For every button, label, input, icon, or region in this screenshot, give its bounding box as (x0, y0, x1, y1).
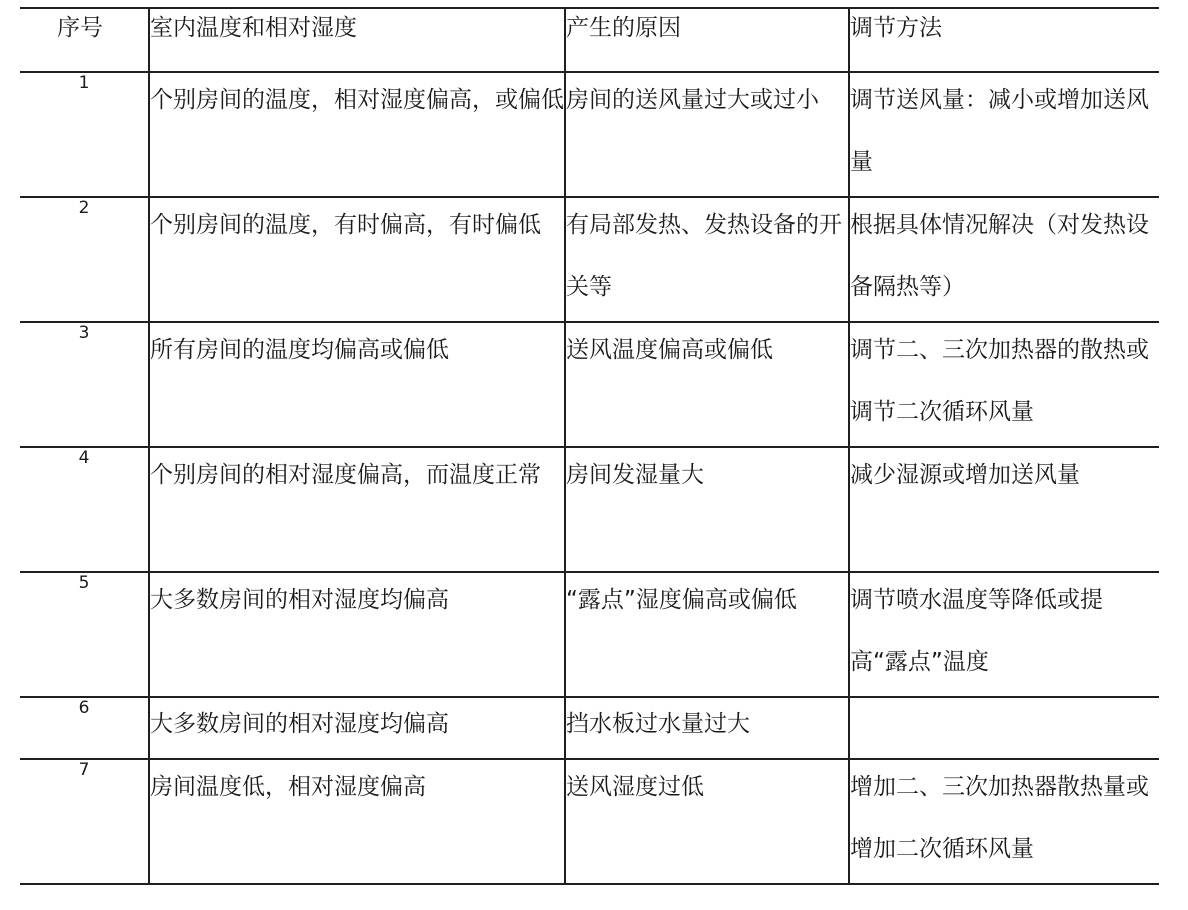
row-number: 3 (20, 322, 149, 447)
cause-cell (565, 572, 849, 697)
header-method: 调节方法 (849, 8, 1159, 72)
method-cell (849, 572, 1159, 697)
condition-cell (149, 697, 565, 759)
row-number: 5 (20, 572, 149, 697)
condition-cell (149, 572, 565, 697)
method-text: 调节二、三次加热器的散热或调节二次循环风量 (850, 337, 1149, 425)
row-number: 7 (20, 759, 149, 884)
row-number: 6 (20, 697, 149, 759)
method-text: 根据具体情况解决（对发热设备隔热等） (850, 212, 1149, 300)
cause-cell (565, 759, 849, 884)
condition-cell (149, 759, 565, 884)
method-cell (849, 447, 1159, 572)
header-serial-number: 序号 (20, 8, 149, 72)
method-text: 调节送风量：减小或增加送风量 (850, 87, 1149, 175)
method-text: 减少湿源或增加送风量 (850, 462, 1080, 488)
condition-text: 大多数房间的相对湿度均偏高 (150, 711, 449, 737)
method-text: 增加二、三次加热器散热量或增加二次循环风量 (850, 774, 1149, 862)
condition-text: 所有房间的温度均偏高或偏低 (150, 337, 449, 363)
table-header-row (20, 8, 1159, 72)
row-number: 4 (20, 447, 149, 572)
table-row (20, 447, 1159, 572)
method-cell (849, 197, 1159, 322)
cause-text: 房间发湿量大 (566, 462, 704, 488)
cause-text: 送风湿度过低 (566, 774, 704, 800)
cause-text: 有局部发热、发热设备的开关等 (566, 212, 842, 300)
header-cause: 产生的原因 (565, 8, 849, 72)
condition-adjustment-table (20, 7, 1159, 885)
row-number: 2 (20, 197, 149, 322)
table-row (20, 697, 1159, 759)
method-cell (849, 697, 1159, 759)
table-row (20, 759, 1159, 884)
condition-text: 个别房间的温度，有时偏高，有时偏低 (150, 212, 541, 238)
method-text: 调节喷水温度等降低或提高“露点”温度 (850, 587, 1103, 675)
cause-text: 房间的送风量过大或过小 (566, 87, 819, 113)
condition-text: 个别房间的温度，相对湿度偏高，或偏低 (150, 87, 564, 113)
cause-cell (565, 197, 849, 322)
method-cell (849, 759, 1159, 884)
header-condition: 室内温度和相对湿度 (149, 8, 565, 72)
table-row (20, 322, 1159, 447)
condition-text: 大多数房间的相对湿度均偏高 (150, 587, 449, 613)
cause-cell (565, 697, 849, 759)
cause-text: “露点”湿度偏高或偏低 (566, 587, 797, 613)
row-number: 1 (20, 72, 149, 197)
condition-cell (149, 447, 565, 572)
condition-cell (149, 72, 565, 197)
cause-cell (565, 72, 849, 197)
condition-cell (149, 322, 565, 447)
cause-text: 挡水板过水量过大 (566, 711, 750, 737)
method-cell (849, 72, 1159, 197)
condition-cell (149, 197, 565, 322)
cause-text: 送风温度偏高或偏低 (566, 337, 773, 363)
table-row (20, 197, 1159, 322)
condition-text: 个别房间的相对湿度偏高，而温度正常 (150, 462, 541, 488)
method-cell (849, 322, 1159, 447)
cause-cell (565, 322, 849, 447)
condition-text: 房间温度低，相对湿度偏高 (150, 774, 426, 800)
table-row (20, 572, 1159, 697)
cause-cell (565, 447, 849, 572)
table-row (20, 72, 1159, 197)
